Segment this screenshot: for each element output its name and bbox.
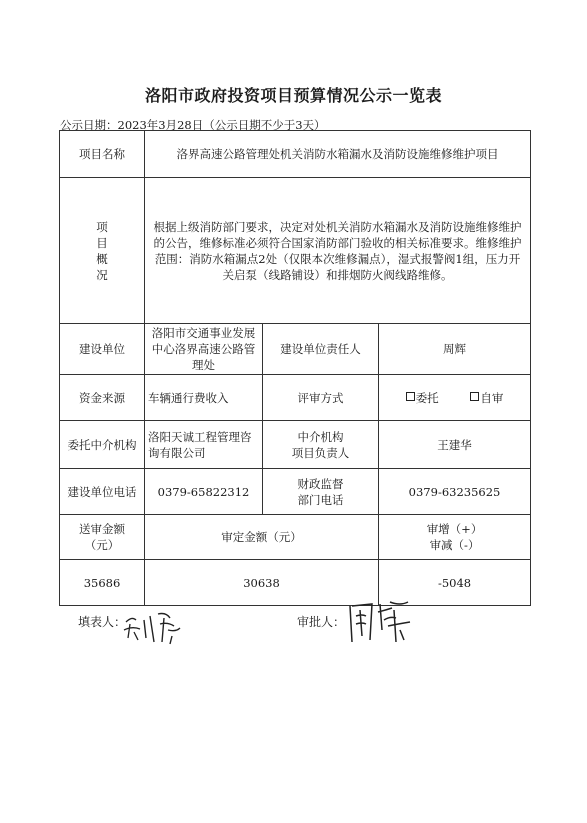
adjustment-value: -5048 [379,560,531,606]
review-option-self[interactable] [470,390,503,406]
review-method-label: 评审方式 [263,375,379,421]
agency-head-label-line: 项目负责人 [291,445,350,460]
finance-dept-label [263,469,379,515]
checkbox-icon[interactable] [470,392,479,401]
overview-label-char: 况 [96,267,108,282]
checkbox-icon[interactable] [406,392,415,401]
row-project-name [60,131,531,178]
publish-date: 公示日期：2023年3月28日（公示日期不少于3天） [60,118,326,132]
project-name-value: 洛界高速公路管理处机关消防水箱漏水及消防设施维修维护项目 [145,131,531,178]
finance-dept-label-line: 部门电话 [297,492,344,507]
submitted-amount-label-line: 送审金额 [79,522,125,536]
finance-dept-label-line: 财政监督 [297,476,344,491]
agency-head-value: 王建华 [379,421,531,469]
overview-label-char: 目 [96,235,108,250]
builder-label: 建设单位 [60,324,145,375]
row-phones [60,469,531,515]
submitted-amount-value: 35686 [60,560,145,606]
adjustment-label-line: 审减（-） [429,538,480,552]
agency-head-label [263,421,379,469]
document-title: 洛阳市政府投资项目预算情况公示一览表 [144,86,442,105]
overview-text: 根据上级消防部门要求，决定对处机关消防水箱漏水及消防设施维修维护的公告，维修标准必须符合国家消防部门验收的相关标准要求。维修维护范围：消防水箱漏点2处（仅限本次维修漏点），湿式报警阀1组，压力开关启泵（线路铺设）和排烟防火阀线路维修。 [145,178,531,324]
row-fund-source [60,375,531,421]
approved-amount-label: 审定金额（元） [145,515,379,560]
finance-phone-value: 0379-63235625 [379,469,531,515]
row-amount-values [60,560,531,606]
builder-phone-label: 建设单位电话 [60,469,145,515]
builder-value: 洛阳市交通事业发展中心洛界高速公路管理处 [145,324,263,375]
row-agency [60,421,531,469]
filler-label: 填表人： [78,615,127,629]
review-method-options [379,375,531,421]
row-builder [60,324,531,375]
submitted-amount-label [60,515,145,560]
builder-head-label: 建设单位责任人 [263,324,379,375]
fund-source-value: 车辆通行费收入 [145,375,263,421]
budget-table [59,130,531,606]
approver-signature [344,596,416,648]
review-option-label: 自审 [480,390,504,405]
approver-label: 审批人： [297,615,346,629]
fund-source-label: 资金来源 [60,375,145,421]
agency-value: 洛阳天诚工程管理咨询有限公司 [145,421,263,469]
overview-label-char: 概 [96,251,108,266]
review-option-label: 委托 [415,390,439,405]
row-overview [60,178,531,324]
row-amount-headers [60,515,531,560]
builder-head-value: 周辉 [379,324,531,375]
project-name-label: 项目名称 [60,131,145,178]
review-option-entrust[interactable] [406,390,439,406]
builder-phone-value: 0379-65822312 [145,469,263,515]
agency-head-label-line: 中介机构 [297,429,344,444]
overview-label-char: 项 [96,219,108,234]
approved-amount-value: 30638 [145,560,379,606]
submitted-amount-label-line: （元） [84,538,120,552]
adjustment-label [379,515,531,560]
filler-signature [120,602,186,646]
agency-label: 委托中介机构 [60,421,145,469]
overview-label [60,178,145,324]
adjustment-label-line: 审增（+） [426,522,483,536]
